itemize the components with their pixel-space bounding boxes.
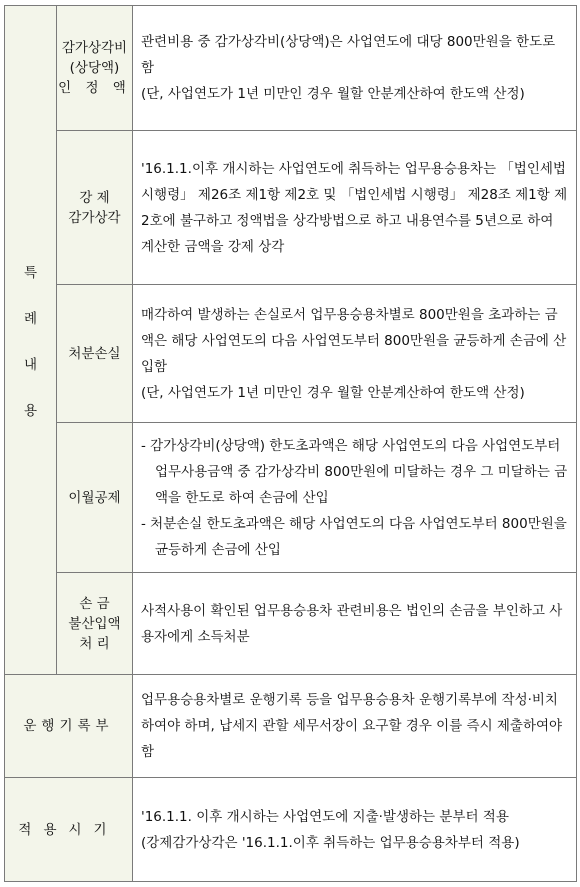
table-row (5, 131, 577, 285)
row-content-disposal-loss: 매각하여 발생하는 손실로서 업무용승용차별로 800만원을 초과하는 금액은 해당 사업연도의 다음 사업연도부터 800만원을 균등하게 손금에 산입함 (단, 사업연도가 1년 미만인 경우 월할 안분계산하여 한도액 산정) (133, 285, 577, 423)
row-content-forced-depreciation: '16.1.1.이후 개시하는 사업연도에 취득하는 업무용승용차는 「법인세법 시행령」 제26조 제1항 제2호 및 「법인세법 시행령」 제28조 제1항 제2호에 불구하고 정액법을 상각방법으로 하고 내용연수를 5년으로 하여 계산한 금액을 강제 상각 (133, 131, 577, 285)
special-section-header (5, 6, 57, 675)
special-provisions-table (4, 5, 577, 882)
vertical-char: 특 (23, 265, 38, 281)
row-content-nondeductible: 사적사용이 확인된 업무용승용차 관련비용은 법인의 손금을 부인하고 사용자에게 소득처분 (133, 573, 577, 675)
row-content-depreciation-allowance: 관련비용 중 감가상각비(상당액)은 사업연도에 대당 800만원을 한도로 함 (단, 사업연도가 1년 미만인 경우 월할 안분계산하여 한도액 산정) (133, 6, 577, 131)
row-label-forced-depreciation: 강 제 감가상각 (57, 131, 133, 285)
row-label-nondeductible: 손 금 불산입액 처 리 (57, 573, 133, 675)
row-label-depreciation-allowance: 감가상각비 (상당액) 인 정 액 (57, 6, 133, 131)
table-row (5, 675, 577, 778)
row-label-disposal-loss: 처분손실 (57, 285, 133, 423)
table-row (5, 285, 577, 423)
row-label-effective-date: 적용시기 (5, 778, 133, 882)
row-label-carryforward: 이월공제 (57, 423, 133, 573)
table-row (5, 6, 577, 131)
row-content-effective-date: '16.1.1. 이후 개시하는 사업연도에 지출·발생하는 분부터 적용 (강제감가상각은 '16.1.1.이후 취득하는 업무용승용차부터 적용) (133, 778, 577, 882)
list-item: - 처분손실 한도초과액은 해당 사업연도의 다음 사업연도부터 800만원을 균등하게 손금에 산입 (141, 515, 567, 558)
row-content-carryforward (133, 423, 577, 573)
table-row (5, 573, 577, 675)
row-label-logbook: 운행기록부 (5, 675, 133, 778)
row-content-logbook: 업무용승용차별로 운행기록 등을 업무용승용차 운행기록부에 작성·비치하여야 하며, 납세지 관할 세무서장이 요구할 경우 이를 즉시 제출하여야 함 (133, 675, 577, 778)
vertical-char: 내 (23, 357, 38, 373)
list-item: - 감가상각비(상당액) 한도초과액은 해당 사업연도의 다음 사업연도부터 업무사용금액 중 감가상각비 800만원에 미달하는 경우 그 미달하는 금액을 한도로 하여 손금에 산입 (141, 437, 568, 506)
table-row (5, 778, 577, 882)
table-row (5, 423, 577, 573)
vertical-char: 용 (23, 403, 38, 419)
vertical-char: 례 (23, 311, 38, 327)
